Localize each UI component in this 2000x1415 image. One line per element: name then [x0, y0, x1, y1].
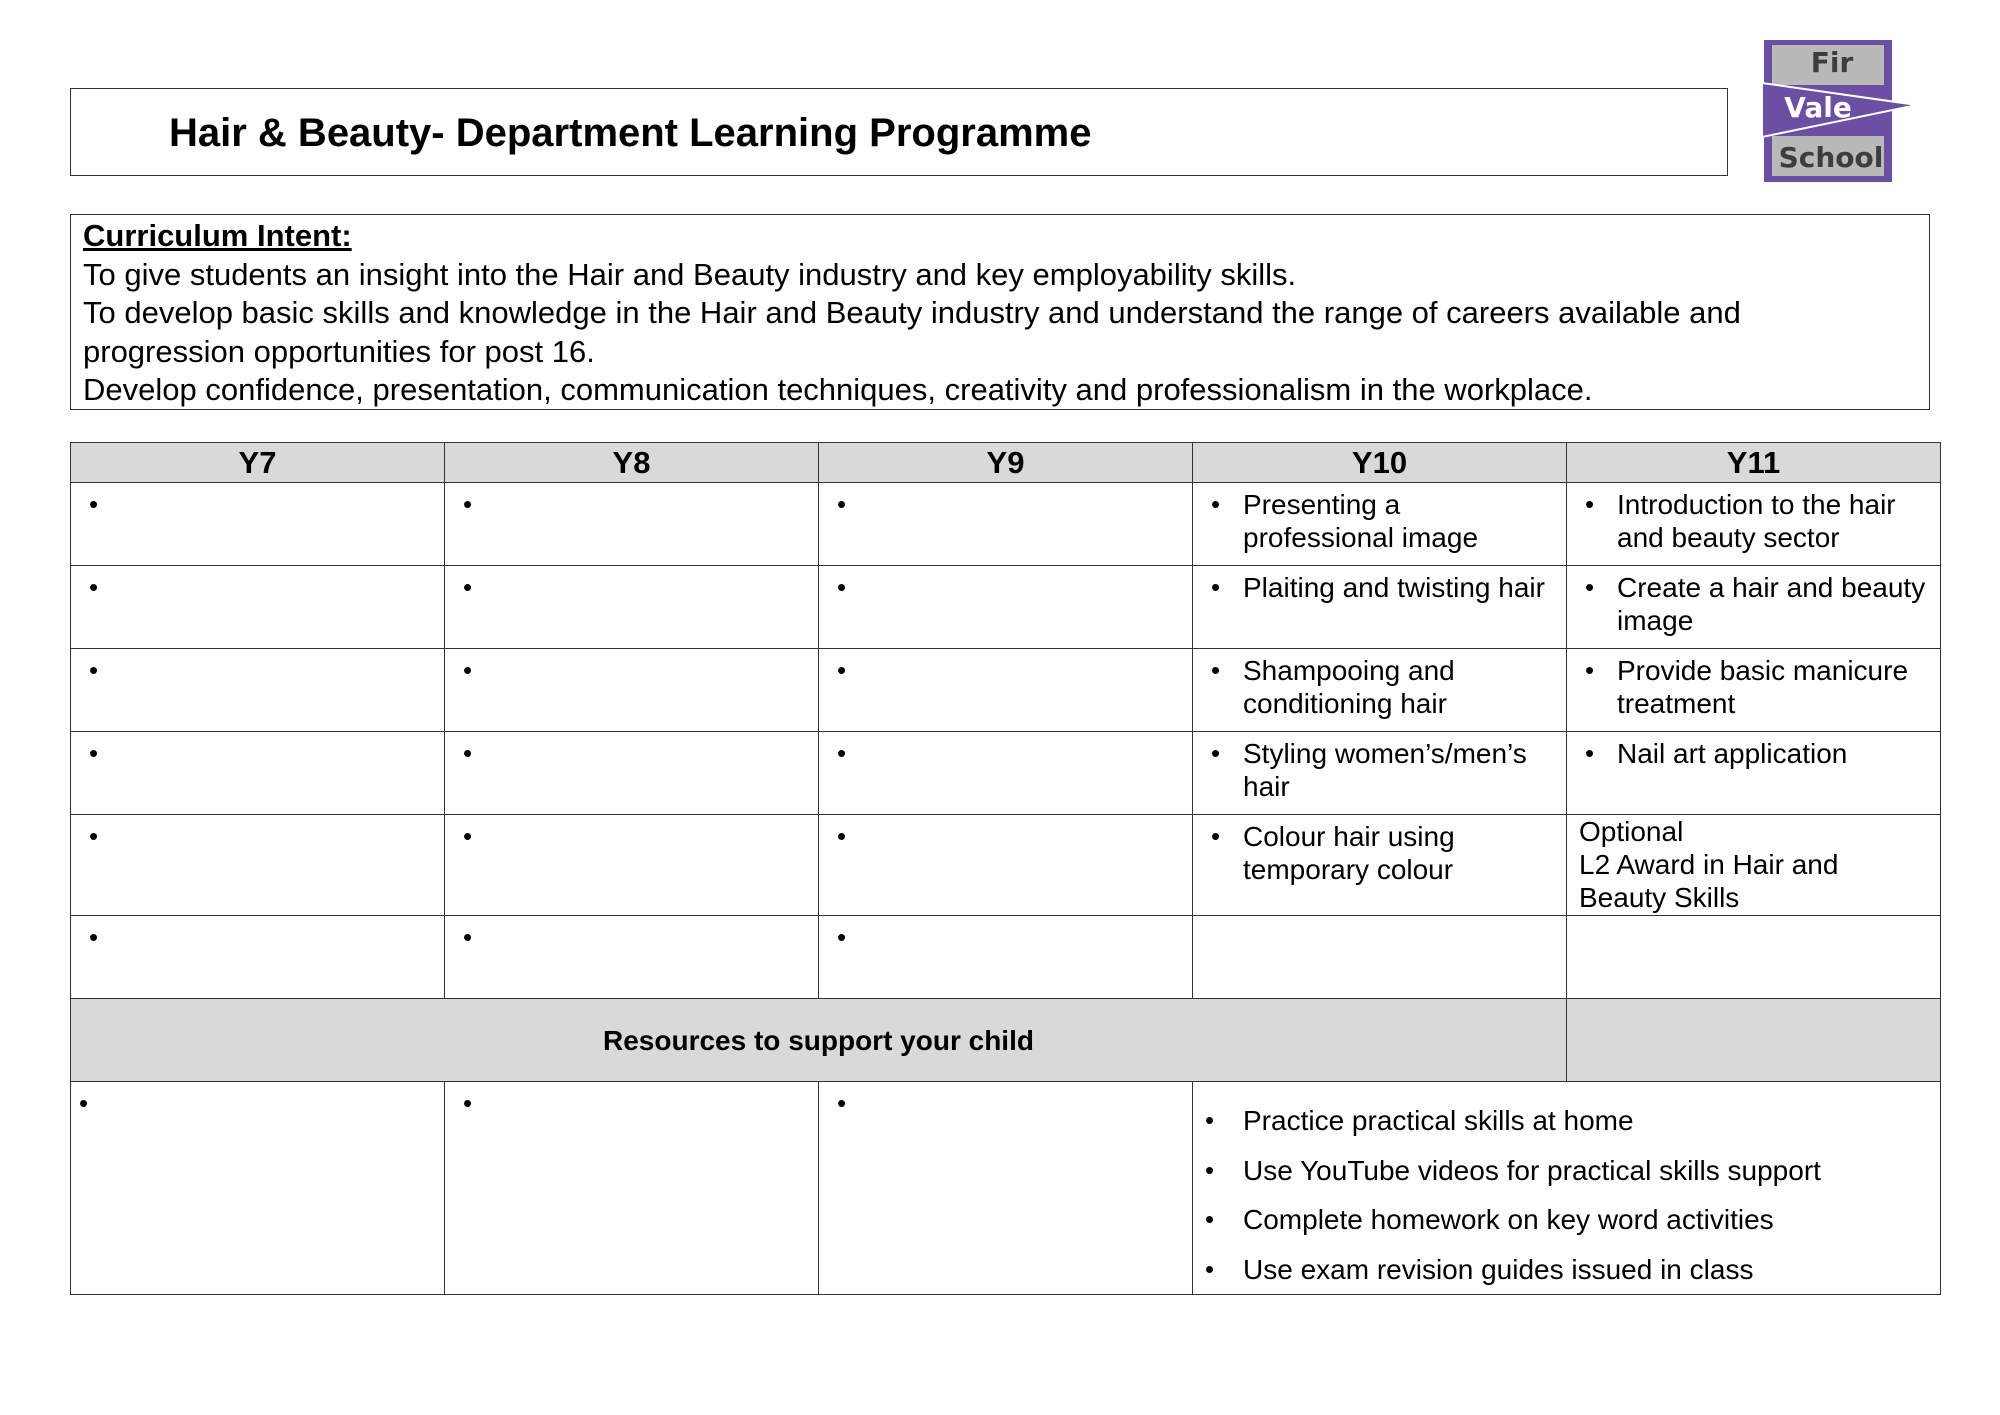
bullet: • [463, 572, 473, 602]
list-item [1579, 654, 1930, 720]
list-item [1579, 737, 1930, 770]
topic-text: Styling women’s/men’s hair [1243, 738, 1527, 802]
resources-row [71, 1082, 1941, 1295]
table-cell [1193, 649, 1567, 732]
header-y8: Y8 [445, 443, 819, 483]
intent-line: To develop basic skills and knowledge in the Hair and Beauty industry and understand the range of careers available and [83, 295, 1741, 330]
optional-award [1567, 815, 1940, 914]
table-cell [445, 916, 819, 999]
bullet: • [1585, 572, 1595, 602]
logo-text-school: School [1778, 141, 1884, 174]
table-row [71, 732, 1941, 815]
header-y11: Y11 [1567, 443, 1941, 483]
bullet: • [89, 572, 99, 602]
bullet: • [1585, 489, 1595, 519]
bullet: • [89, 922, 99, 952]
table-cell [71, 916, 445, 999]
bullet: • [463, 922, 473, 952]
resource-text: Use YouTube videos for practical skills support [1243, 1154, 1821, 1186]
list-item [1205, 820, 1556, 886]
bullet: • [837, 489, 847, 519]
title-box [70, 88, 1728, 176]
optional-line: L2 Award in Hair and [1579, 849, 1839, 880]
intent-line: To give students an insight into the Hair and Beauty industry and key employability skills. [83, 256, 1297, 292]
bullet: • [1205, 1154, 1215, 1185]
table-cell [1567, 483, 1941, 566]
table-row [71, 649, 1941, 732]
table-cell [445, 566, 819, 649]
table-cell [445, 732, 819, 815]
table-cell [819, 916, 1193, 999]
list-item [1205, 488, 1556, 554]
table-cell [1567, 916, 1941, 999]
list-item [1579, 488, 1930, 554]
topic-text: Introduction to the hair and beauty sector [1617, 489, 1896, 553]
bullet: • [463, 1088, 473, 1118]
topic-text: Provide basic manicure treatment [1617, 655, 1909, 719]
bullet: • [837, 1088, 847, 1118]
table-cell [445, 815, 819, 916]
table-cell [1193, 815, 1567, 916]
table-cell [445, 649, 819, 732]
learning-programme-table [70, 442, 1941, 1295]
bullet: • [1211, 821, 1221, 851]
bullet: • [1205, 1253, 1215, 1284]
table-cell [71, 815, 445, 916]
table-row [71, 566, 1941, 649]
list-item [1199, 1096, 1930, 1146]
table-row [71, 815, 1941, 916]
bullet: • [463, 655, 473, 685]
optional-line: Optional [1579, 816, 1684, 847]
bullet: • [1211, 655, 1221, 685]
bullet: • [1205, 1204, 1215, 1234]
table-cell [1193, 483, 1567, 566]
resource-text: Use exam revision guides issued in class [1243, 1253, 1754, 1285]
logo-text-vale: Vale [1784, 91, 1852, 124]
table-cell [819, 815, 1193, 916]
resources-label: Resources to support your child [71, 999, 1567, 1082]
bullet: • [837, 655, 847, 685]
table-cell [1193, 732, 1567, 815]
table-row [71, 916, 1941, 999]
bullet: • [1211, 489, 1221, 519]
page-title: Hair & Beauty- Department Learning Programme [169, 111, 1092, 155]
table-cell [1567, 999, 1941, 1082]
table-cell [71, 1082, 445, 1295]
list-item [1199, 1245, 1930, 1295]
bullet: • [89, 489, 99, 519]
list-item [1205, 571, 1556, 604]
table-cell [819, 649, 1193, 732]
header-y7: Y7 [71, 443, 445, 483]
resources-cell [1193, 1082, 1941, 1295]
bullet: • [837, 738, 847, 768]
table-cell [1567, 815, 1941, 916]
header-y9: Y9 [819, 443, 1193, 483]
bullet: • [1211, 738, 1221, 768]
table-cell [445, 1082, 819, 1295]
table-cell [71, 483, 445, 566]
table-cell [819, 483, 1193, 566]
table-row [71, 483, 1941, 566]
table-cell [819, 732, 1193, 815]
bullet: • [463, 489, 473, 519]
bullet: • [1585, 655, 1595, 685]
bullet: • [89, 655, 99, 685]
list-item [1579, 571, 1930, 637]
list-item [1205, 737, 1556, 803]
bullet: • [837, 922, 847, 952]
school-logo [1762, 38, 1922, 184]
table-cell [1193, 916, 1567, 999]
bullet: • [837, 821, 847, 851]
table-cell [1567, 649, 1941, 732]
resource-text: Complete homework on key word activities [1243, 1204, 1774, 1235]
table-cell [1193, 566, 1567, 649]
topic-text: Presenting a professional image [1243, 489, 1479, 553]
table-cell [71, 649, 445, 732]
topic-text: Create a hair and beauty image [1617, 572, 1926, 636]
list-item [1205, 654, 1556, 720]
resource-text: Practice practical skills at home [1243, 1105, 1634, 1136]
bullet: • [1585, 738, 1595, 768]
table-cell [819, 566, 1193, 649]
bullet: • [79, 1088, 89, 1118]
bullet: • [89, 821, 99, 851]
bullet: • [463, 821, 473, 851]
curriculum-intent [70, 214, 1930, 410]
intent-heading: Curriculum Intent: [83, 218, 352, 253]
optional-line: Beauty Skills [1579, 882, 1740, 913]
topic-text: Nail art application [1617, 738, 1848, 769]
intent-line: Develop confidence, presentation, communication techniques, creativity and professionalism in the workplace. [83, 372, 1593, 407]
bullet: • [837, 572, 847, 602]
bullet: • [463, 738, 473, 768]
list-item [1199, 1146, 1930, 1196]
table-cell [1567, 732, 1941, 815]
table-cell [1567, 566, 1941, 649]
intent-line: progression opportunities for post 16. [83, 333, 595, 369]
bullet: • [1205, 1105, 1215, 1135]
table-cell [445, 483, 819, 566]
logo-text-fir: Fir [1810, 46, 1854, 79]
table-cell [71, 566, 445, 649]
bullet: • [1211, 572, 1221, 602]
topic-text: Colour hair using temporary colour [1243, 821, 1455, 885]
header-y10: Y10 [1193, 443, 1567, 483]
topic-text: Shampooing and conditioning hair [1243, 655, 1455, 719]
header-row [71, 443, 1941, 483]
resources-header-row [71, 999, 1941, 1082]
list-item [1199, 1195, 1930, 1245]
bullet: • [89, 738, 99, 768]
resources-list [1193, 1082, 1940, 1294]
table-cell [71, 732, 445, 815]
topic-text: Plaiting and twisting hair [1243, 572, 1545, 603]
table-cell [819, 1082, 1193, 1295]
